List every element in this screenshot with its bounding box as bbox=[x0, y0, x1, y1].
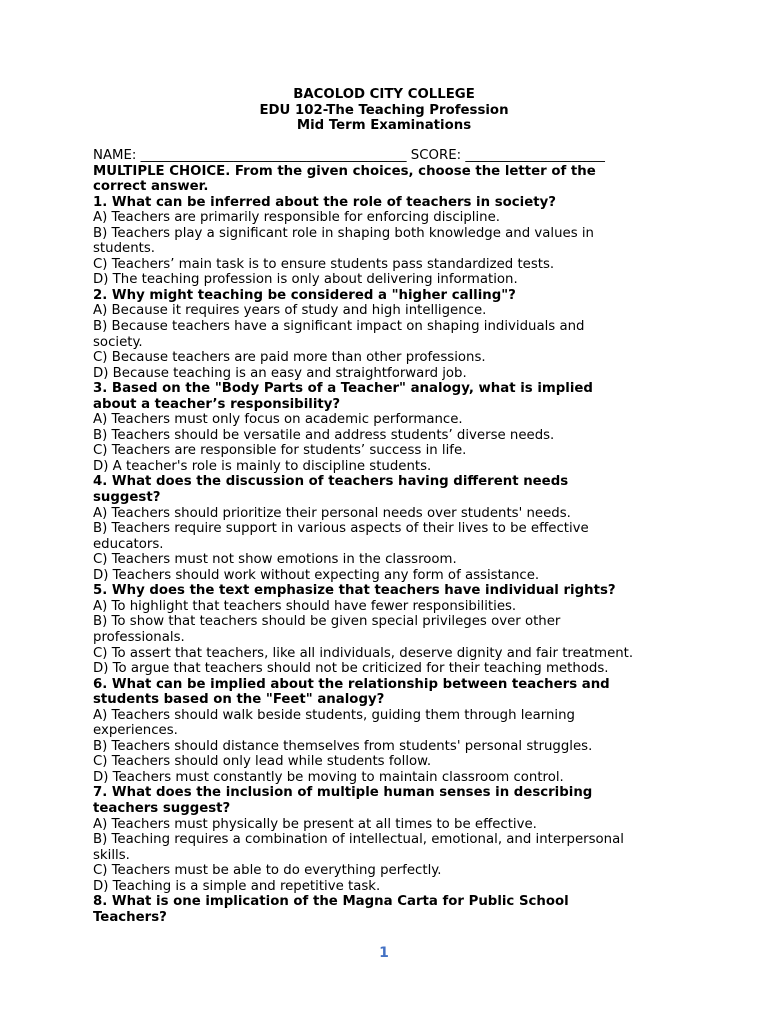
question-text: 3. Based on the "Body Parts of a Teacher" analogy, what is implied bbox=[93, 381, 593, 397]
option-a: A) Teachers should walk beside students, guiding them through learning bbox=[93, 707, 575, 723]
option-c: C) To assert that teachers, like all individuals, deserve dignity and fair treatment. bbox=[93, 645, 634, 661]
option-c: C) Teachers’ main task is to ensure students pass standardized tests. bbox=[93, 256, 555, 272]
document-header bbox=[0, 87, 768, 134]
option-b: professionals. bbox=[93, 629, 185, 645]
option-c: C) Because teachers are paid more than other professions. bbox=[93, 350, 486, 366]
option-d: D) To argue that teachers should not be criticized for their teaching methods. bbox=[93, 661, 609, 677]
question-text: 4. What does the discussion of teachers having different needs bbox=[93, 474, 569, 490]
option-d: D) The teaching profession is only about delivering information. bbox=[93, 272, 518, 288]
option-b: B) Teachers play a significant role in shaping both knowledge and values in bbox=[93, 225, 594, 241]
option-d: D) Because teaching is an easy and straightforward job. bbox=[93, 365, 467, 381]
question-block bbox=[93, 381, 683, 474]
option-b: B) Teachers should distance themselves from students' personal struggles. bbox=[93, 738, 593, 754]
exam-title: Mid Term Examinations bbox=[296, 118, 472, 133]
option-c: C) Teachers must not show emotions in the classroom. bbox=[93, 552, 457, 568]
question-text: 8. What is one implication of the Magna Carta for Public School bbox=[93, 894, 569, 910]
option-c: C) Teachers are responsible for students’ success in life. bbox=[93, 443, 467, 459]
option-a: A) Teachers must physically be present at all times to be effective. bbox=[93, 816, 537, 832]
question-block bbox=[93, 785, 683, 894]
option-a: A) Teachers must only focus on academic performance. bbox=[93, 412, 463, 428]
question-text: 2. Why might teaching be considered a "higher calling"? bbox=[93, 287, 516, 303]
question-block bbox=[93, 474, 683, 583]
question-text: 6. What can be implied about the relationship between teachers and bbox=[93, 676, 610, 692]
option-b: educators. bbox=[93, 536, 164, 552]
option-d: D) Teachers must constantly be moving to maintain classroom control. bbox=[93, 769, 564, 785]
question-block bbox=[93, 894, 683, 925]
instructions-line-1: MULTIPLE CHOICE. From the given choices, choose the letter of the bbox=[93, 163, 596, 179]
exam-body bbox=[93, 148, 683, 925]
question-block bbox=[93, 195, 683, 288]
option-b: students. bbox=[93, 241, 155, 257]
question-text: 5. Why does the text emphasize that teachers have individual rights? bbox=[93, 583, 616, 599]
page-number: 1 bbox=[379, 945, 389, 961]
option-a: experiences. bbox=[93, 723, 178, 739]
option-a: A) Teachers are primarily responsible for enforcing discipline. bbox=[93, 210, 501, 226]
question-text: about a teacher’s responsibility? bbox=[93, 396, 341, 412]
name-score-line: NAME: ________________________________________ SCORE: _____________________ bbox=[93, 148, 605, 163]
college-name: BACOLOD CITY COLLEGE bbox=[293, 87, 475, 102]
option-d: D) A teacher's role is mainly to discipline students. bbox=[93, 458, 432, 474]
option-b: skills. bbox=[93, 847, 130, 863]
question-text: 7. What does the inclusion of multiple human senses in describing bbox=[93, 785, 593, 801]
question-text: suggest? bbox=[93, 490, 161, 506]
option-b: B) Teaching requires a combination of intellectual, emotional, and interpersonal bbox=[93, 832, 624, 848]
option-c: C) Teachers must be able to do everything perfectly. bbox=[93, 863, 442, 879]
question-block bbox=[93, 583, 683, 676]
option-b: B) To show that teachers should be given special privileges over other bbox=[93, 614, 561, 630]
question-block bbox=[93, 288, 683, 381]
option-b: B) Teachers should be versatile and address students’ diverse needs. bbox=[93, 427, 555, 443]
option-b: B) Teachers require support in various aspects of their lives to be effective bbox=[93, 521, 589, 537]
option-a: A) Teachers should prioritize their personal needs over students' needs. bbox=[93, 505, 571, 521]
option-c: C) Teachers should only lead while students follow. bbox=[93, 754, 432, 770]
question-block bbox=[93, 677, 683, 786]
question-text: Teachers? bbox=[93, 909, 167, 925]
option-a: A) Because it requires years of study and high intelligence. bbox=[93, 303, 487, 319]
question-text: 1. What can be inferred about the role of teachers in society? bbox=[93, 194, 556, 210]
instructions-line-2: correct answer. bbox=[93, 179, 209, 195]
option-d: D) Teaching is a simple and repetitive task. bbox=[93, 878, 381, 894]
option-b: society. bbox=[93, 334, 143, 350]
question-text: students based on the "Feet" analogy? bbox=[93, 692, 385, 708]
option-a: A) To highlight that teachers should have fewer responsibilities. bbox=[93, 598, 517, 614]
course-title: EDU 102-The Teaching Profession bbox=[259, 102, 509, 118]
option-b: B) Because teachers have a significant impact on shaping individuals and bbox=[93, 319, 585, 335]
question-text: teachers suggest? bbox=[93, 800, 231, 816]
option-d: D) Teachers should work without expecting any form of assistance. bbox=[93, 567, 540, 583]
